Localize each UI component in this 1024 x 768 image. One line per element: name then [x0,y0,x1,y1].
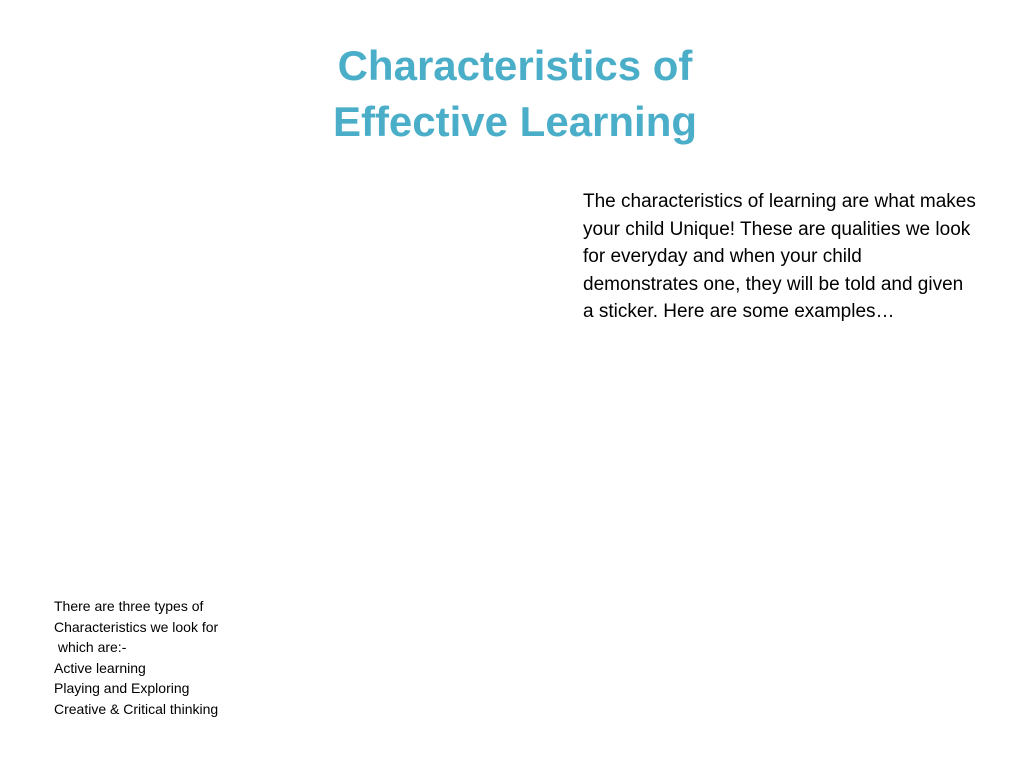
title-line-1: Characteristics of [337,42,693,89]
types-line-intro: There are three types of [54,598,204,614]
intro-paragraph: The characteristics of learning are what makes your child Unique! These are qualities we look for everyday and when your child demonstrates one, they will be told and given a sticker. Here are some examples… [583,191,976,322]
type-playing-and-exploring: Playing and Exploring [54,680,190,696]
title-line-2: Effective Learning [332,98,698,145]
type-creative-critical-thinking: Creative & Critical thinking [54,700,219,717]
slide-title [200,38,830,150]
type-active-learning: Active learning [54,659,146,676]
types-line-characteristics: Characteristics we look for [54,618,219,635]
characteristic-types-box [54,596,314,719]
types-line-which-are: which are:- [54,639,127,655]
